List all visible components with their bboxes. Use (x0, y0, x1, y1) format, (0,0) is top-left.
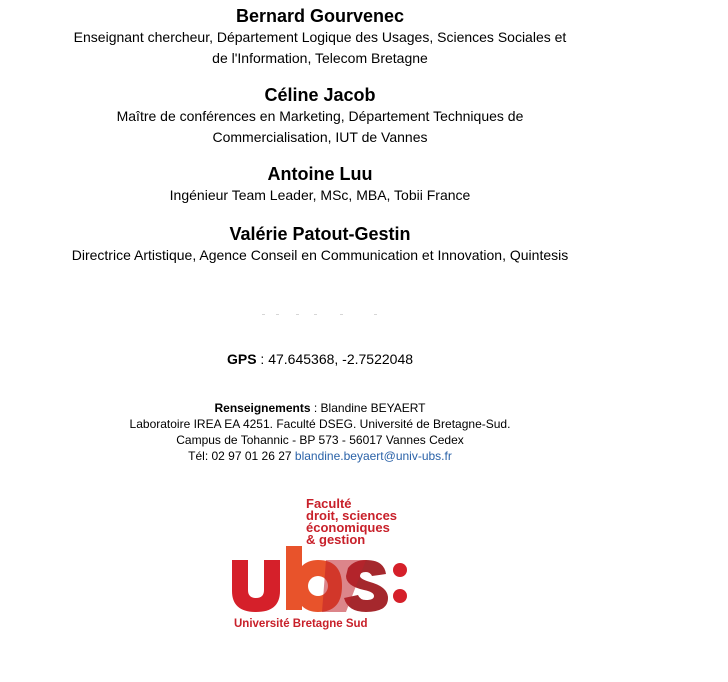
gps-line (0, 349, 640, 369)
contact-block (0, 400, 640, 464)
logo-faculty-line: économiques (306, 520, 390, 535)
person-name: Bernard Gourvenec (235, 6, 405, 26)
contact-header (0, 400, 640, 416)
person-name: Céline Jacob (264, 85, 376, 105)
contact-label: Renseignements (214, 401, 311, 415)
person-block (0, 163, 640, 206)
person-role-line: Directrice Artistique, Agence Conseil en Communication et Innovation, Quintesis (71, 247, 569, 263)
person-name: Valérie Patout-Gestin (229, 224, 411, 244)
logo-university-name: Université Bretagne Sud (234, 618, 368, 630)
contact-separator: : (310, 401, 321, 415)
contact-phone: Tél: 02 97 01 26 27 (188, 449, 295, 463)
person-role-line: de l'Information, Telecom Bretagne (212, 50, 428, 66)
image-remnant (262, 312, 382, 318)
gps-label: GPS (226, 351, 257, 367)
person-block (0, 84, 640, 148)
person-block (0, 223, 640, 266)
gps-separator: : (256, 351, 269, 367)
person-role-line: Maître de conférences en Marketing, Département Techniques de (116, 108, 524, 124)
contact-address-line: Campus de Tohannic - BP 573 - 56017 Vannes Cedex (176, 433, 464, 447)
logo-faculty-line: & gestion (306, 532, 366, 547)
email-link[interactable]: blandine.beyaert@univ-ubs.fr (294, 449, 452, 463)
ubs-faculty-logo (226, 490, 416, 635)
person-block (0, 5, 640, 69)
logo-faculty-line: Faculté (306, 496, 352, 511)
person-role-line: Enseignant chercheur, Département Logique des Usages, Sciences Sociales et (73, 29, 567, 45)
person-role-line: Ingénieur Team Leader, MSc, MBA, Tobii France (169, 187, 471, 203)
person-name: Antoine Luu (267, 164, 373, 184)
contact-phone-line (0, 448, 640, 464)
contact-person: Blandine BEYAERT (320, 401, 426, 415)
logo-faculty-line: droit, sciences (306, 508, 398, 523)
person-role-line: Commercialisation, IUT de Vannes (212, 129, 428, 145)
contact-address-line: Laboratoire IREA EA 4251. Faculté DSEG. Université de Bretagne-Sud. (129, 417, 511, 431)
gps-value: 47.645368, -2.7522048 (268, 351, 414, 367)
ubs-wordmark-graphic (232, 546, 407, 612)
